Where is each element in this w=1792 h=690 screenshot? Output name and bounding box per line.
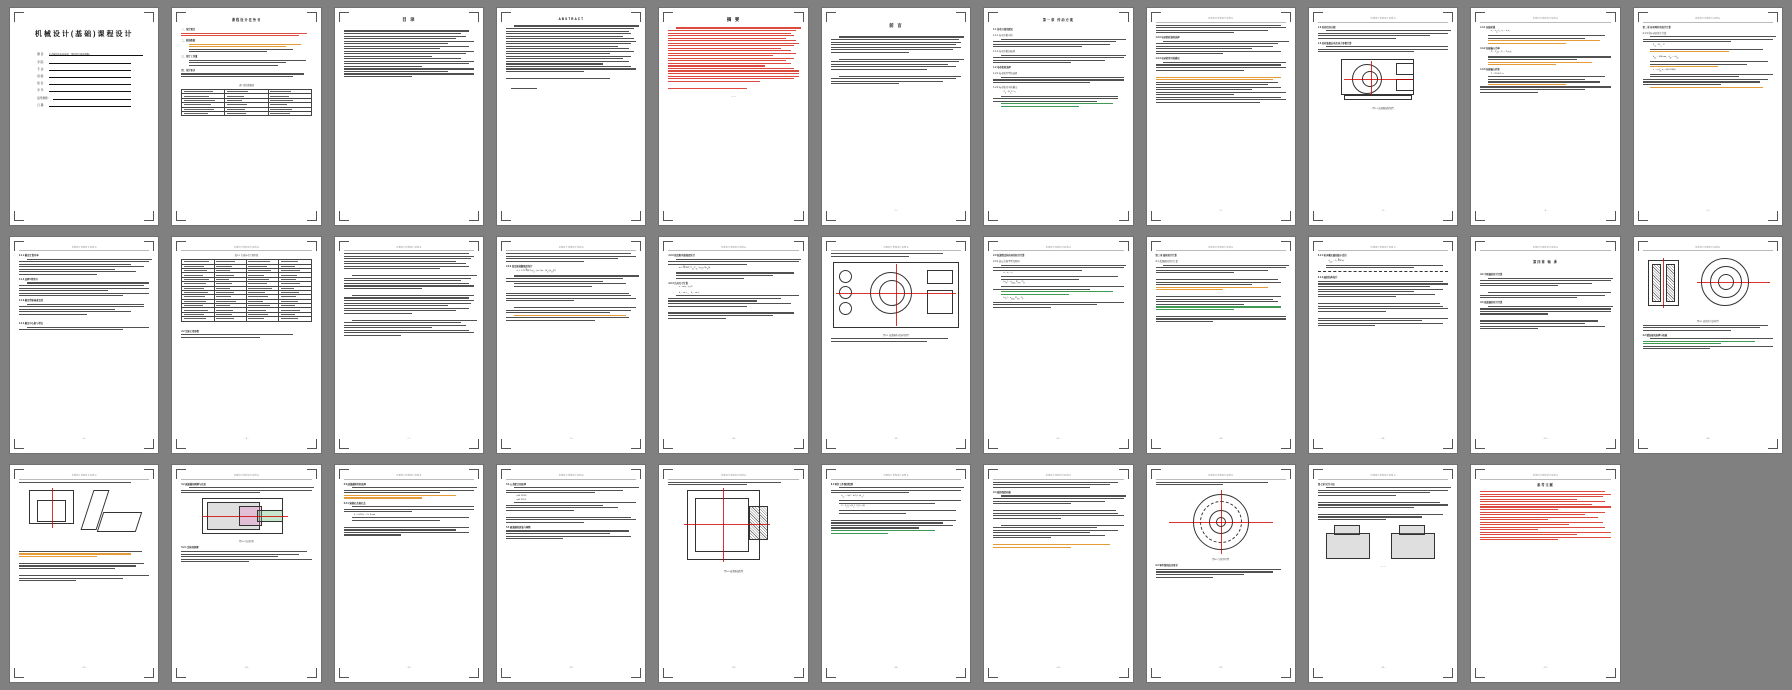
body-text — [831, 36, 961, 84]
figure-caption: 图1-1 减速器装配简图 — [1372, 108, 1394, 111]
page-thumbnail-31[interactable] — [1309, 465, 1457, 682]
section-heading: 2.1.2 选择V带型号 — [19, 278, 38, 281]
page-header: 机械设计课程设计说明书 — [721, 246, 747, 249]
page-thumbnail-28[interactable] — [822, 465, 970, 682]
cover-field-label: 班 级： — [37, 74, 46, 78]
section-heading: 1.2.1 电动机类型的选择 — [993, 73, 1018, 76]
page-thumbnail-17[interactable] — [822, 237, 970, 454]
page-title: ABSTRACT — [558, 17, 585, 21]
formula: $\sigma_{ca} = √(\sigma^2 + 4\tau^2) \le [\sigma_{-1}]$ — [841, 495, 864, 499]
cover-field-value — [53, 95, 131, 99]
section-heading: 第七章 设计小结 — [1317, 483, 1335, 486]
page-footer: - 14 - — [1380, 438, 1386, 441]
page-header: 机械设计课程设计说明书 — [1045, 246, 1071, 249]
page-title: 前 言 — [889, 23, 903, 28]
page-thumbnail-18[interactable] — [984, 237, 1132, 454]
page-footer: - 19 - — [81, 667, 87, 669]
page-footer: - 13 - — [1218, 438, 1224, 441]
data-table — [181, 89, 311, 116]
figure-housing-drawing — [19, 486, 149, 548]
section-heading: 四、设计要求 — [181, 69, 196, 72]
page-footer: - 9 - — [569, 438, 574, 441]
section-heading: 5.4 公差配合的选择 — [506, 483, 526, 486]
body-text — [506, 487, 636, 493]
cover-title: 机械设计(基础)课程设计 — [34, 31, 134, 38]
page-thumbnail-2[interactable] — [172, 8, 320, 225]
page-footer: - 5 - — [1705, 209, 1710, 212]
cover-field-value — [49, 59, 132, 63]
keywords — [506, 78, 636, 79]
figure-caption: 图6-1 齿轮零件图 — [1212, 559, 1230, 562]
page-header: 机械设计课程设计说明书 — [1370, 475, 1396, 478]
formula: $m \ge ∛(2KT_1Y_{Fa}Y_{Sa} / (\varphi_dz_1^2[\sigma_F]))$ — [678, 267, 711, 271]
section-heading: 2.3.1 选定齿轮类型及材料 — [993, 261, 1020, 264]
section-heading: 2.2.4 几何尺寸计算 — [668, 282, 688, 285]
section-heading: 5.5 减速器的拆装与调整 — [506, 526, 531, 529]
section-heading: 2.1.3 确定带轮基准直径 — [19, 300, 44, 303]
figure-caption: 图5-3 减速器装配图 — [724, 571, 744, 574]
page-footer: - 18 - — [1705, 438, 1711, 441]
formula: a = m(z₁+z₂)/2 — [678, 286, 693, 289]
table-caption: 表1 原始数据表 — [239, 85, 255, 88]
body-text — [993, 302, 1123, 308]
section-heading: 第二章 传动零件的设计计算 — [1642, 26, 1671, 29]
section-heading: 2.2.2 按齿面接触强度设计 — [506, 265, 533, 268]
chapter-title: 第四章 轴 承 — [1533, 260, 1558, 265]
page-thumbnail-29[interactable] — [984, 465, 1132, 682]
figure-bearing-assembly — [1643, 254, 1773, 316]
page-thumbnail-24[interactable] — [172, 465, 320, 682]
cover-field-value — [49, 88, 132, 92]
body-text — [181, 551, 311, 562]
page-thumbnail-30[interactable] — [1147, 465, 1295, 682]
body-text — [181, 44, 311, 53]
cover-field-value: 带式输送机传动装置(二级圆柱齿轮减速器) — [49, 52, 143, 56]
body-text — [506, 502, 636, 523]
formula: $[\sigma_F] = \sigma_{Flim}$ $K_{FN} / S_F$ — [1003, 296, 1024, 300]
formula: φ45 H7/r6 — [516, 498, 527, 501]
page-thumbnail-6[interactable] — [822, 8, 970, 225]
page-header: 机械设计课程设计说明书 — [71, 246, 97, 249]
body-text — [19, 259, 149, 275]
page-footer: - 21 - — [406, 667, 412, 669]
cover-field-value — [49, 67, 132, 71]
formula: $d_{min} = A_0$ ∛(P/n) — [1328, 259, 1344, 264]
body-text — [1480, 56, 1610, 65]
body-text — [1643, 49, 1773, 53]
section-heading: 3.1.1 初步确定轴的最小直径 — [1317, 255, 1347, 258]
page-thumbnail-13[interactable] — [172, 237, 320, 454]
body-text — [1643, 338, 1773, 349]
toc-list — [344, 30, 474, 77]
body-text — [344, 253, 474, 336]
section-heading: 1.1 传动方案的拟定 — [993, 29, 1014, 31]
body-text — [181, 334, 311, 338]
page-header: 机械设计课程设计说明书 — [1370, 18, 1396, 20]
page-header: 机械设计课程设计说明书 — [1532, 475, 1558, 478]
body-text — [1156, 265, 1286, 322]
page-header: 机械设计课程设计说明书 — [71, 475, 97, 478]
section-heading: 1.1.2 传动方案的选择 — [993, 51, 1015, 54]
page-thumbnail-10[interactable] — [1471, 8, 1619, 225]
body-text — [506, 253, 636, 262]
cover-field-label: 专 业： — [37, 67, 46, 71]
body-text — [993, 265, 1123, 271]
page-footer: - 20 - — [244, 667, 249, 669]
section-heading: 三、设计工作量 — [181, 56, 198, 59]
body-text — [344, 517, 474, 535]
page-footer: - 16 - — [1055, 667, 1061, 669]
page-thumbnail-22[interactable] — [1634, 237, 1782, 454]
formula: $P_d = K_AP / \eta$ — [1003, 90, 1016, 95]
figure-disc-part — [1156, 488, 1286, 554]
body-text — [668, 259, 798, 265]
page-title: 摘 要 — [726, 17, 741, 22]
body-text — [1480, 278, 1610, 299]
section-heading: 1.2.3 电动机转速的选择 — [1155, 37, 1180, 40]
formula: d₁ ≥ 2.32 $∛(KT_1/\varphi_d \cdot (u\pm 1)/u \cdot (Z_E/[\sigma_H])^2)$ — [516, 270, 556, 274]
reference-list — [1480, 491, 1610, 540]
figure-assembly-drawing — [668, 488, 798, 566]
page-header: 机械设计课程设计说明书 — [1532, 18, 1558, 20]
body-text — [19, 551, 149, 581]
page-thumbnail-25[interactable] — [335, 465, 483, 682]
body-text — [19, 327, 149, 331]
body-text — [181, 33, 311, 37]
cover-field-value — [49, 74, 132, 78]
page-header: 机械设计课程设计说明书 — [396, 475, 422, 478]
section-heading: 1.4.3 各轴输入转矩 — [1480, 69, 1500, 72]
page-thumbnail-11[interactable] — [1634, 8, 1782, 225]
body-text — [19, 304, 149, 315]
body-text — [1156, 41, 1286, 55]
section-heading: 3.1.2 轴的结构设计 — [1317, 277, 1338, 280]
page-thumbnail-3[interactable] — [335, 8, 483, 225]
page-thumbnail-32[interactable] — [1471, 465, 1619, 682]
formula: δ = 0.025a + 3 ≥ 8 mm — [354, 513, 376, 516]
page-header: 机械设计课程设计说明书 — [883, 475, 909, 478]
page-header: 机械设计课程设计说明书 — [1532, 246, 1558, 249]
body-text — [1156, 482, 1286, 486]
page-thumbnail-23[interactable] — [10, 465, 158, 682]
cover-field-label: 学 院： — [37, 60, 46, 64]
page-footer: - 1 - — [894, 209, 898, 212]
page-header: 机械设计课程设计说明书 — [1045, 475, 1071, 478]
page-thumbnail-9[interactable] — [1309, 8, 1457, 225]
figure-3d-views — [1318, 523, 1448, 563]
body-text — [1643, 325, 1773, 331]
table-caption: 表2-1 齿轮传动主要参数 — [234, 255, 259, 258]
body-text — [1480, 306, 1610, 329]
body-text — [993, 276, 1123, 280]
page-thumbnail-5[interactable]: 摘 要 — — — [659, 8, 807, 225]
body-text — [993, 39, 1123, 48]
page-header: 机械设计课程设计说明书 — [234, 475, 260, 478]
cover-field-value — [49, 103, 132, 107]
formula: $P_1 = P_d\eta_0$ , P₂ = P₁η₁η₂ — [1490, 51, 1512, 55]
page-thumbnail-7[interactable] — [984, 8, 1132, 225]
page-title: 参考文献 — [1537, 482, 1554, 487]
page-footer: - 11 - — [1056, 438, 1061, 441]
formula: d₁ = m z₁ ， d₂ = m z₂ — [678, 291, 700, 294]
body-text — [1156, 62, 1286, 71]
formula: $S = S_\sigma S_\tau/√(S_\sigma^2+S_\tau^2) \ge [S]$ — [841, 505, 866, 509]
figure-caption: — — — [1380, 566, 1386, 569]
page-header: 机械设计课程设计说明书 — [1208, 246, 1234, 249]
page-footer: - 12 - — [893, 438, 899, 441]
page-header: 机械设计课程设计说明书 — [1695, 246, 1721, 249]
page-footer: - 26 - — [1380, 667, 1386, 669]
section-heading: 1.4.1 各轴转速 — [1480, 26, 1496, 29]
figure-caption: 图5-2 密封结构 — [239, 541, 254, 544]
page-header: 机械设计课程设计说明书 — [558, 475, 584, 478]
cover-field-label: 题 目： — [37, 53, 46, 57]
section-heading: 2.1.1 确定计算功率 — [19, 255, 39, 258]
formula: v = π $d_{d1}$ n₁ / (60×1000) — [1653, 68, 1676, 73]
section-heading: 2.3 低速级齿轮传动的设计计算 — [993, 255, 1025, 258]
section-heading: 2.1.4 确定中心距与带长 — [19, 323, 44, 326]
body-text — [506, 275, 636, 320]
page-footer: - 10 - — [731, 438, 737, 441]
figure-caption: 图2-1 减速器传动结构简图 — [883, 334, 909, 337]
section-heading: 1.3 传动比的分配 — [1317, 26, 1336, 29]
formula: $n_1 = n_m/i_0$ , n₂ = n₁/i₁ — [1490, 30, 1510, 34]
section-heading: 5.3.1 窥视孔及视孔盖 — [343, 502, 366, 505]
formula: $[\sigma_H] = \sigma_{Hlim}$ $K_{HN} / S_H$ — [1003, 281, 1025, 285]
section-heading: 3.2 中间轴的设计计算 — [1480, 274, 1503, 277]
page-title: 课程设计任务书 — [231, 18, 262, 22]
page-footer: - 25 - — [1218, 667, 1224, 669]
page-header: 机械设计课程设计说明书 — [1208, 18, 1234, 20]
section-heading: 2.1 V带传动的设计计算 — [1642, 32, 1667, 35]
page-title: 第一章 传动方案 — [1042, 18, 1074, 22]
figure-caption: 图4-1 轴承组合结构图 — [1697, 321, 1719, 324]
page-thumbnail-19[interactable] — [1147, 237, 1295, 454]
body-text — [1156, 77, 1286, 103]
body-text — [344, 487, 474, 498]
page-footer: - 24 - — [893, 667, 899, 669]
section-heading: 6.1 零件工作图的绘制 — [830, 483, 854, 486]
body-text — [1318, 30, 1448, 39]
page-footer: - 6 - — [82, 438, 87, 441]
page-footer: - 23 - — [731, 667, 737, 669]
cover-field-row — [37, 52, 149, 56]
page-header: 机械设计课程设计说明书 — [396, 246, 422, 249]
section-heading: 4.2 键连接的选择与校核 — [1642, 334, 1668, 337]
page-thumbnail-20[interactable] — [1309, 237, 1457, 454]
page-thumbnail-15[interactable] — [497, 237, 645, 454]
page-footer: - 22 - — [568, 667, 574, 669]
body-text — [181, 60, 311, 66]
page-footer: - 3 - — [1381, 209, 1385, 212]
page-header: 机械设计课程设计说明书 — [721, 475, 747, 478]
body-text — [1318, 46, 1448, 52]
page-thumbnail-27[interactable] — [659, 465, 807, 682]
body-text — [831, 487, 961, 493]
body-text — [1156, 569, 1286, 578]
body-text — [19, 482, 149, 483]
section-heading: 3.3 低速轴的设计计算 — [1480, 302, 1503, 305]
body-text — [668, 272, 798, 278]
page-thumbnail-12[interactable] — [10, 237, 158, 454]
body-text — [1643, 74, 1773, 88]
page-header: 机械设计课程设计说明书 — [1695, 18, 1721, 20]
body-text — [1318, 265, 1448, 269]
page-footer: - 15 - — [1543, 438, 1548, 441]
section-heading: 第三章 轴的设计计算 — [1155, 255, 1177, 258]
section-heading: 1.2 电动机的选择 — [993, 67, 1011, 70]
body-text — [506, 25, 636, 72]
data-table — [181, 259, 311, 321]
body-text — [181, 73, 311, 77]
cover-field-value — [49, 81, 132, 85]
body-text — [1643, 61, 1773, 67]
section-heading: 3.1 高速轴的设计计算 — [1155, 261, 1178, 264]
body-text — [1156, 25, 1286, 34]
page-header: 机械设计课程设计说明书 — [1370, 246, 1396, 249]
section-heading: 5.2.1 齿轮的润滑 — [181, 547, 199, 550]
body-text — [19, 282, 149, 296]
page-header: 机械设计课程设计说明书 — [558, 246, 584, 249]
body-text — [344, 506, 474, 512]
body-text — [831, 338, 961, 342]
page-footer: - 4 - — [1543, 209, 1548, 212]
body-text — [1318, 487, 1448, 520]
formula: T = 9550 P / n — [1490, 72, 1504, 75]
page-footer: - 7 - — [407, 438, 411, 441]
section-heading: 2.2.3 按齿根弯曲强度设计 — [668, 255, 695, 258]
body-text-annotated — [668, 27, 798, 81]
body-text — [181, 487, 311, 493]
body-text — [993, 96, 1123, 107]
section-heading: 1.1.1 传动方案分析 — [993, 35, 1013, 37]
page-thumbnail-14[interactable] — [335, 237, 483, 454]
figure-gear-layout — [831, 260, 961, 330]
body-text — [668, 295, 798, 318]
page-title: 目 录 — [402, 17, 416, 22]
page-footer: - 8 - — [244, 438, 249, 441]
cover-field-label: 日 期： — [37, 103, 46, 107]
page-thumbnail-21[interactable] — [1471, 237, 1619, 454]
body-text — [668, 482, 798, 486]
page-thumbnail-26[interactable] — [497, 465, 645, 682]
figure-seal-structure — [181, 496, 311, 536]
page-thumbnail-4[interactable] — [497, 8, 645, 225]
body-text — [993, 286, 1123, 295]
section-heading: 二、原始数据 — [181, 40, 196, 43]
section-heading: 3.4 轴的强度校核 — [993, 491, 1011, 494]
section-heading: 1.2.2 电动机功率的确定 — [993, 87, 1018, 90]
body-text — [993, 77, 1123, 83]
section-heading: 1.4.2 各轴输入功率 — [1480, 47, 1500, 50]
body-text — [506, 530, 636, 539]
page-header: 机械设计课程设计说明书 — [883, 246, 909, 249]
body-text — [993, 482, 1123, 488]
formula: φ30 H7/k6 — [516, 495, 527, 498]
body-text — [1480, 76, 1610, 92]
body-text — [993, 55, 1123, 64]
section-heading: 5.3 减速器附件的选择 — [343, 483, 366, 486]
body-text — [831, 510, 961, 533]
cover-field-label: 姓 名： — [37, 82, 46, 86]
formula: $d_{d1} = 100$ mm，$d_{d2} = i\cdot d_{d1}$ — [1653, 56, 1679, 60]
body-text — [831, 500, 961, 504]
body-text — [831, 253, 961, 257]
section-heading: 2.2 齿轮主要参数 — [181, 330, 199, 333]
body-text — [993, 495, 1123, 547]
cover-field-label: 学 号： — [37, 89, 46, 93]
page-thumbnail-1[interactable] — [10, 8, 158, 225]
body-text — [1480, 35, 1610, 44]
cover-field-label: 指导教师： — [37, 96, 51, 100]
body-text — [1318, 281, 1448, 326]
page-header: 机械设计课程设计说明书 — [234, 246, 260, 249]
section-heading: 6.2 零件图的技术要求 — [1155, 565, 1178, 568]
page-thumbnail-16[interactable] — [659, 237, 807, 454]
page-footer: - 27 - — [1543, 667, 1548, 669]
section-heading: 1.4 传动装置运动及动力参数计算 — [1317, 42, 1352, 45]
page-header: 机械设计课程设计说明书 — [1208, 475, 1234, 478]
section-heading: 一、设计题目 — [181, 29, 196, 31]
formula: $P_{ca} = K_A \cdot P$ — [1653, 43, 1665, 48]
body-text — [1643, 36, 1773, 42]
figure-reducer-assembly — [1318, 55, 1448, 103]
formula: u = z₂ / z₁ — [1003, 272, 1013, 275]
section-heading: 5.2 减速器的润滑与密封 — [181, 483, 206, 486]
section-heading: 1.2.4 电动机型号的确定 — [1155, 58, 1180, 61]
page-thumbnail-8[interactable] — [1147, 8, 1295, 225]
page-footer: - 2 - — [1218, 209, 1223, 212]
